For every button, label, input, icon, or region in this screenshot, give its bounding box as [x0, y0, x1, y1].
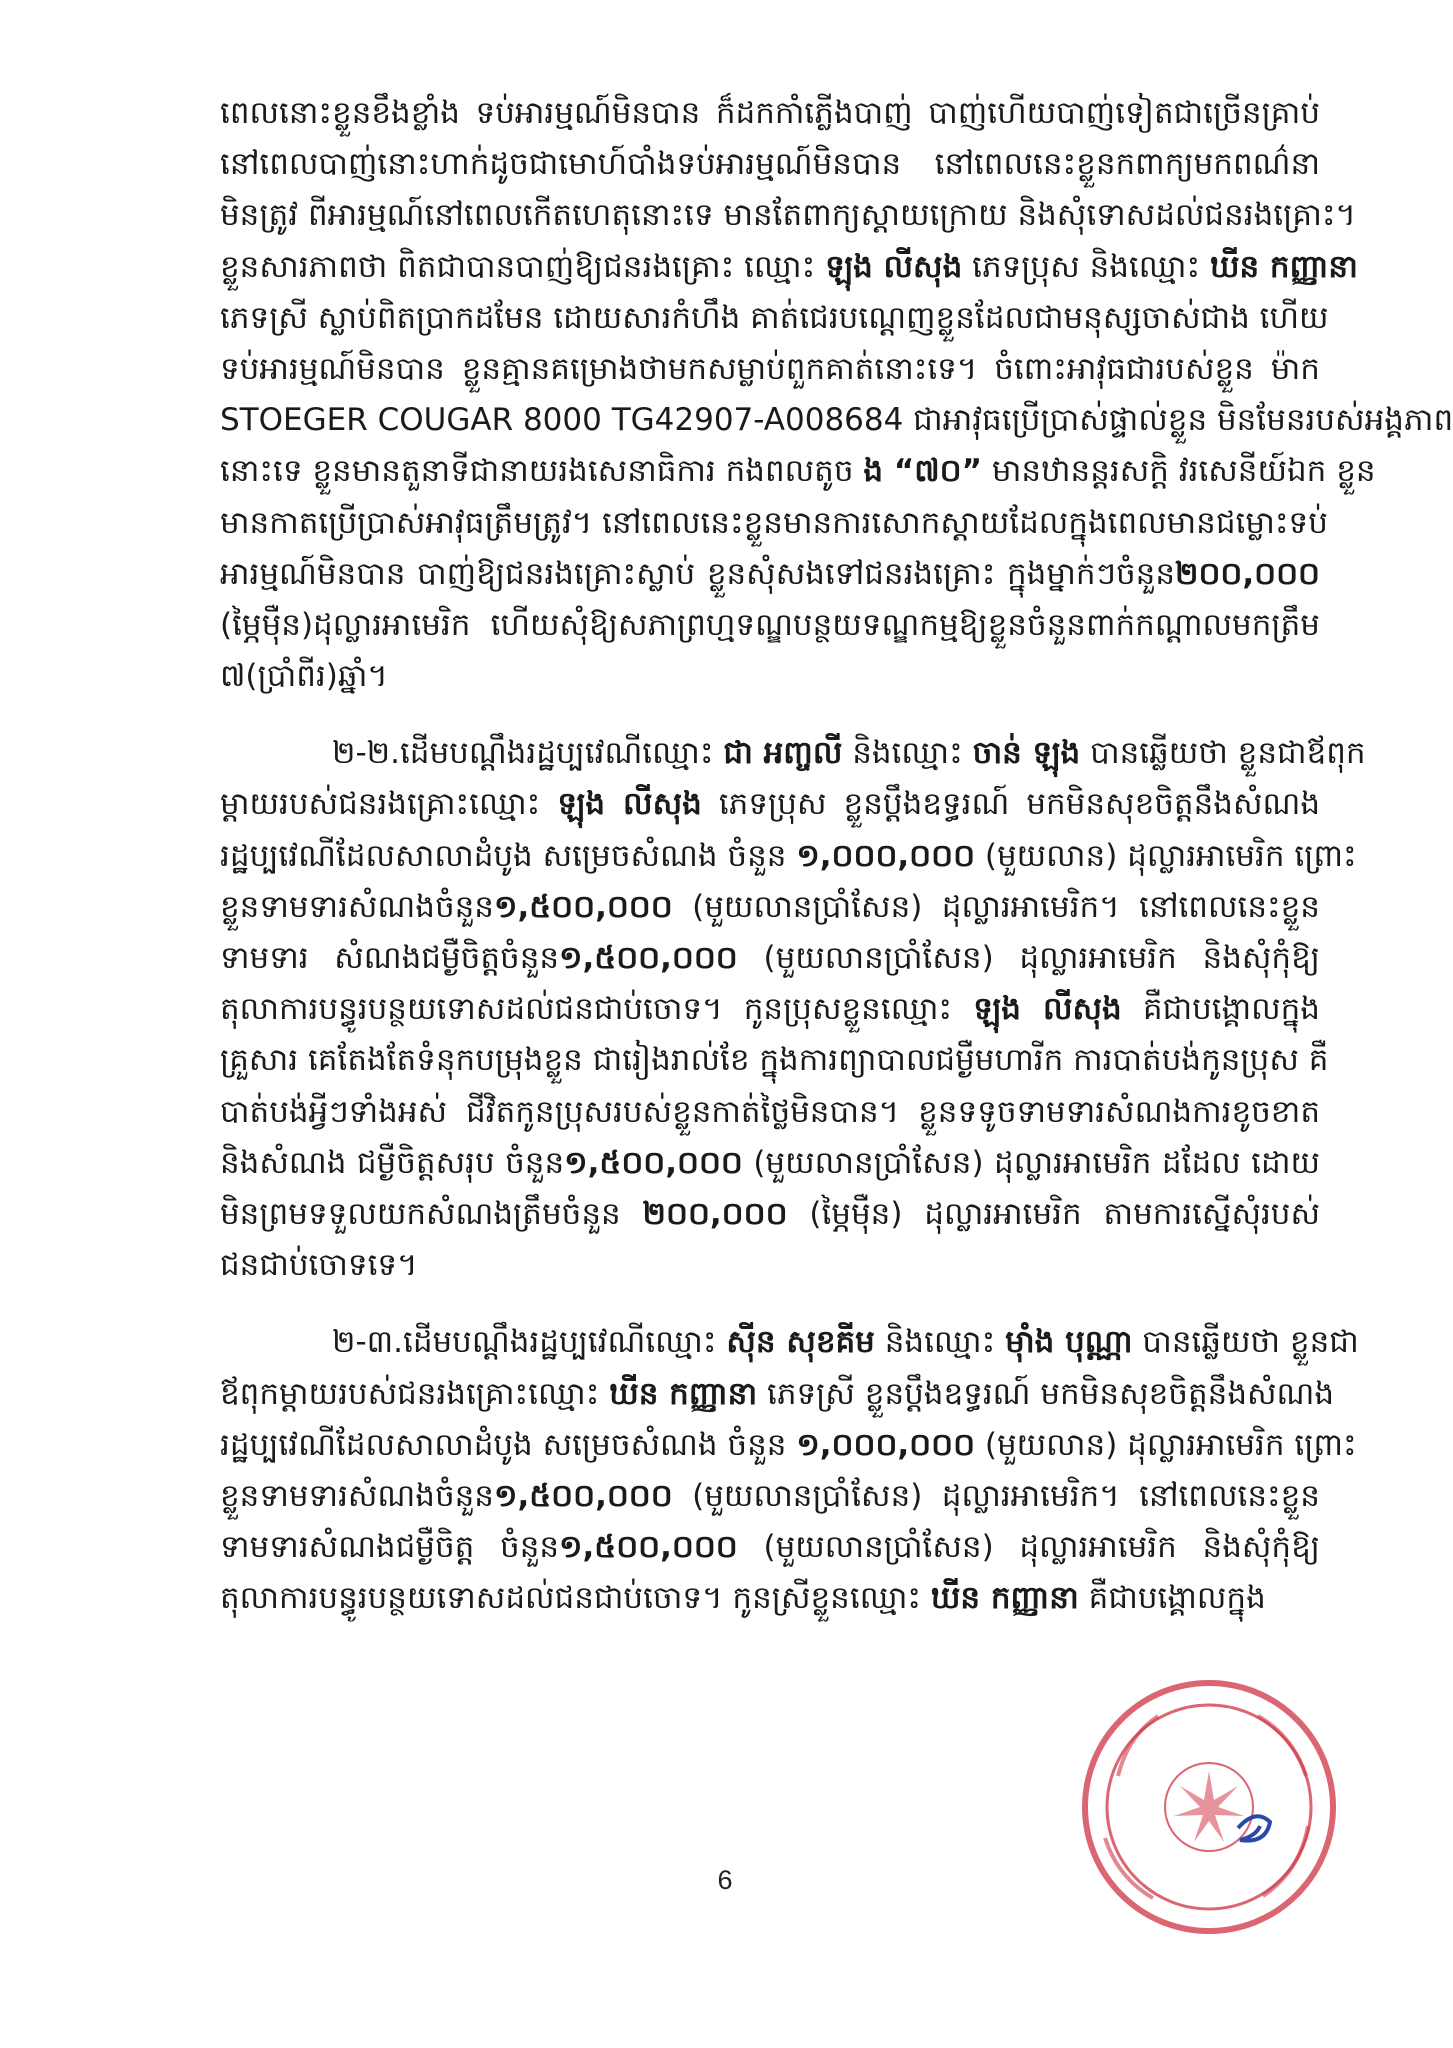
- text-run: គ្រួសារ គេតែងតែទំនុកបម្រុងខ្លួន ជារៀងរាល់ខែ ក្នុងការព្យាបាលជម្ងឺមហារីក ការបាត់បង់កូនប្រុស គឺ: [220, 1042, 1329, 1079]
- text-line: [220, 190, 1356, 241]
- text-line: [220, 395, 1453, 446]
- text-run: បានឆ្លើយថា ខ្លួនជាឪពុក: [1080, 735, 1366, 772]
- emphasized-text: ចាន់ ឡុង: [972, 735, 1081, 772]
- text-run: ភេទស្រី ខ្លួនប្តឹងឧទ្ធរណ៍ មកមិនសុខចិត្តនឹងសំណង: [757, 1375, 1335, 1412]
- emphasized-text: ស៊ីន សុខគីម: [726, 1324, 875, 1361]
- text-run: តុលាការបន្ធូរបន្ថយទោសដល់ជនជាប់ចោទ។ កូនប្រុសខ្លួនឈ្មោះ: [220, 991, 974, 1028]
- text-run: STOEGER COUGAR 8000 TG42907-A008684 ជាអាវុធប្រើប្រាស់ផ្ទាល់ខ្លួន មិនមែនរបស់អង្គភាព: [220, 402, 1453, 439]
- document-body: [220, 88, 1453, 1624]
- emphasized-text: ១,០០០,០០០: [796, 1426, 976, 1463]
- text-run: និងសំណង ជម្ងឺចិត្តសរុប ចំនួន: [220, 1144, 565, 1181]
- text-run: ២-៣.ដើមបណ្តឹងរដ្ឋប្បវេណីឈ្មោះ: [332, 1324, 727, 1361]
- emphasized-text: ១,៥០០,០០០: [559, 940, 738, 976]
- text-line: [220, 1420, 1357, 1471]
- text-line: [220, 651, 1320, 702]
- emphasized-text: ១,៥០០,០០០: [493, 888, 673, 925]
- text-line: [220, 882, 1320, 933]
- text-run: ភេទស្រី ស្លាប់ពិតប្រាកដមែន ដោយសារកំហឹង គាត់ជេរបណ្តេញខ្លួនដែលជាមនុស្សចាស់ជាង ហើយ: [220, 299, 1329, 336]
- text-line: [220, 1369, 1335, 1420]
- text-line: [220, 498, 1328, 549]
- emphasized-text: ១,០០០,០០០: [796, 837, 976, 874]
- emphasized-text: ឡុង លីសុង: [557, 786, 702, 823]
- text-line: [220, 549, 1320, 600]
- text-line: [220, 984, 1320, 1035]
- text-run: ទប់អារម្មណ៍មិនបាន ខ្លួនគ្មានគម្រោងថាមកសម្លាប់ពួកគាត់នោះទេ។ ចំពោះអាវុធជារបស់ខ្លួន ម៉ាក: [220, 350, 1320, 387]
- text-run: ជនជាប់ចោទទេ។: [220, 1247, 418, 1284]
- text-line: [220, 779, 1320, 830]
- text-run: មានកាតប្រើប្រាស់អាវុធត្រឹមត្រូវ។ នៅពេលនេះខ្លួនមានការសោកស្តាយដែលក្នុងពេលមានជម្លោះទប់: [220, 504, 1328, 541]
- text-line: [220, 1573, 1320, 1624]
- emphasized-text: ឃីន កញ្ញានា: [930, 1580, 1079, 1617]
- emphasized-text: ឃីន កញ្ញានា: [1209, 248, 1358, 285]
- text-run: (មួយលានប្រាំសែន) ដុល្លារអាមេរិក ដដែល ដោយ: [742, 1144, 1320, 1181]
- text-run: ឪពុកម្តាយរបស់ជនរងគ្រោះឈ្មោះ: [220, 1375, 610, 1412]
- text-line: [220, 139, 1320, 190]
- text-run: ទាមទារ សំណងជម្ងឺចិត្តចំនួន: [220, 940, 560, 976]
- text-run: គឺជាបង្គោលក្នុង: [1121, 991, 1320, 1028]
- text-line: [220, 728, 1366, 779]
- text-line: [220, 1522, 1320, 1573]
- emphasized-text: ១,៥០០,០០០: [493, 1477, 673, 1514]
- emphasized-text: ជា អញ្ចលី: [723, 735, 843, 772]
- text-run: ភេទប្រុស និងឈ្មោះ: [962, 248, 1210, 285]
- text-run: គឺជាបង្គោលក្នុង: [1078, 1580, 1266, 1617]
- text-run: (មួយលាន) ដុល្លារអាមេរិក ព្រោះ: [975, 837, 1357, 874]
- text-line: [220, 344, 1320, 395]
- official-seal-stamp: [1078, 1676, 1340, 1938]
- text-line: [220, 933, 1320, 984]
- text-run: ទាមទារសំណងជម្ងឺចិត្ត ចំនួន: [220, 1529, 560, 1566]
- paragraph-spacer: [220, 1291, 1320, 1317]
- emphasized-text: ឃីន កញ្ញានា: [609, 1375, 758, 1412]
- emphasized-text: ង “៧០”: [863, 453, 982, 490]
- text-run: មានឋានន្តរសក្តិ វរសេនីយ៍ឯក ខ្លួន: [981, 453, 1376, 490]
- text-run: (មួយលានប្រាំសែន) ដុល្លារអាមេរិក និងសុំកុំឱ្យ: [737, 1529, 1320, 1566]
- text-run: ២-២.ដើមបណ្តឹងរដ្ឋប្បវេណីឈ្មោះ: [332, 735, 724, 772]
- text-run: ខ្លួនទាមទារសំណងចំនួន: [220, 888, 494, 925]
- text-run: ពេលនោះខ្លួនខឹងខ្លាំង ទប់អារម្មណ៍មិនបាន ក៏ដកកាំភ្លើងបាញ់ បាញ់ហើយបាញ់ទៀតជាច្រើនគ្រាប់: [220, 95, 1320, 131]
- text-line: [220, 88, 1320, 139]
- text-line: [220, 831, 1357, 882]
- text-run: (មួយលានប្រាំសែន) ដុល្លារអាមេរិក។ នៅពេលនេះខ្លួន: [672, 888, 1320, 925]
- text-line: [220, 242, 1358, 293]
- emphasized-text: ២០០,០០០: [1175, 555, 1320, 592]
- text-run: (មួយលានប្រាំសែន) ដុល្លារអាមេរិក។ នៅពេលនេះខ្លួន: [672, 1477, 1320, 1514]
- text-run: ខ្លួនទាមទារសំណងចំនួន: [220, 1477, 494, 1514]
- emphasized-text: ឡុង លីសុង: [825, 248, 963, 285]
- paragraph-spacer: [220, 702, 1320, 728]
- emphasized-text: ១,៥០០,០០០: [564, 1144, 743, 1181]
- text-run: ៧(ប្រាំពីរ)ឆ្នាំ។: [220, 658, 388, 695]
- text-run: និងឈ្មោះ: [874, 1324, 1006, 1361]
- text-run: (ម្ភៃម៉ឺន) ដុល្លារអាមេរិក តាមការស្នើសុំរបស់: [787, 1195, 1321, 1232]
- text-line: [220, 1317, 1359, 1368]
- text-line: [220, 446, 1376, 497]
- emphasized-text: ឡុង លីសុង: [973, 991, 1122, 1028]
- text-line: [220, 1138, 1320, 1189]
- emphasized-text: ១,៥០០,០០០: [559, 1529, 738, 1566]
- text-line: [220, 1189, 1320, 1240]
- text-run: អារម្មណ៍មិនបាន បាញ់ឱ្យជនរងគ្រោះស្លាប់ ខ្លួនសុំសងទៅជនរងគ្រោះ ក្នុងម្នាក់ៗចំនួន: [220, 555, 1176, 592]
- emphasized-text: ២០០,០០០: [642, 1195, 788, 1232]
- text-run: (ម្ភៃម៉ឺន)ដុល្លារអាមេរិក ហើយសុំឱ្យសភាព្រហ្មទណ្ឌបន្ថយទណ្ឌកម្មឱ្យខ្លួនចំនួនពាក់កណ្តាលមកត្រឹម: [220, 606, 1320, 643]
- text-run: នៅពេលបាញ់នោះហាក់ដូចជាមោហ៍បាំងទប់អារម្មណ៍មិនបាន នៅពេលនេះខ្លួនកពាក្យមកពណ៌នា: [220, 146, 1320, 183]
- text-line: [220, 600, 1320, 651]
- text-run: បានឆ្លើយថា ខ្លួនជា: [1132, 1324, 1359, 1361]
- text-run: បាត់បង់អ្វីៗទាំងអស់ ជីវិតកូនប្រុសរបស់ខ្លួនកាត់ថ្លៃមិនបាន។ ខ្លួនទទូចទាមទារសំណងការខូចខាត: [220, 1093, 1320, 1130]
- text-run: មិនព្រមទទួលយកសំណងត្រឹមចំនួន: [220, 1195, 643, 1232]
- text-line: [220, 1471, 1320, 1522]
- text-line: [220, 1087, 1320, 1138]
- text-run: រដ្ឋប្បវេណីដែលសាលាដំបូង សម្រេចសំណង ចំនួន: [220, 1426, 797, 1463]
- text-run: តុលាការបន្ធូរបន្ថយទោសដល់ជនជាប់ចោទ។ កូនស្រីខ្លួនឈ្មោះ: [220, 1580, 931, 1617]
- text-run: (មួយលាន) ដុល្លារអាមេរិក ព្រោះ: [975, 1426, 1357, 1463]
- text-run: ម្តាយរបស់ជនរងគ្រោះឈ្មោះ: [220, 786, 558, 823]
- text-line: [220, 1240, 1320, 1291]
- text-line: [220, 1035, 1329, 1086]
- page-number: 6: [717, 1865, 733, 1895]
- text-line: [220, 293, 1329, 344]
- text-run: នោះទេ ខ្លួនមានតួនាទីជានាយរងសេនាធិការ កងពលតូច: [220, 453, 864, 490]
- emphasized-text: ម៉ាំង បុណ្ណា: [1005, 1324, 1133, 1361]
- text-run: ខ្លួនសារភាពថា ពិតជាបានបាញ់ឱ្យជនរងគ្រោះ ឈ្មោះ: [220, 248, 826, 285]
- text-run: រដ្ឋប្បវេណីដែលសាលាដំបូង សម្រេចសំណង ចំនួន: [220, 837, 797, 874]
- text-run: ភេទប្រុស ខ្លួនប្តឹងឧទ្ធរណ៍ មកមិនសុខចិត្តនឹងសំណង: [701, 786, 1321, 823]
- text-run: មិនត្រូវ ពីអារម្មណ៍នៅពេលកើតហេតុនោះទេ មានតែពាក្យស្តាយក្រោយ និងសុំទោសដល់ជនរងគ្រោះ។: [220, 197, 1356, 234]
- text-run: និងឈ្មោះ: [842, 735, 973, 772]
- text-run: (មួយលានប្រាំសែន) ដុល្លារអាមេរិក និងសុំកុំឱ្យ: [737, 940, 1320, 976]
